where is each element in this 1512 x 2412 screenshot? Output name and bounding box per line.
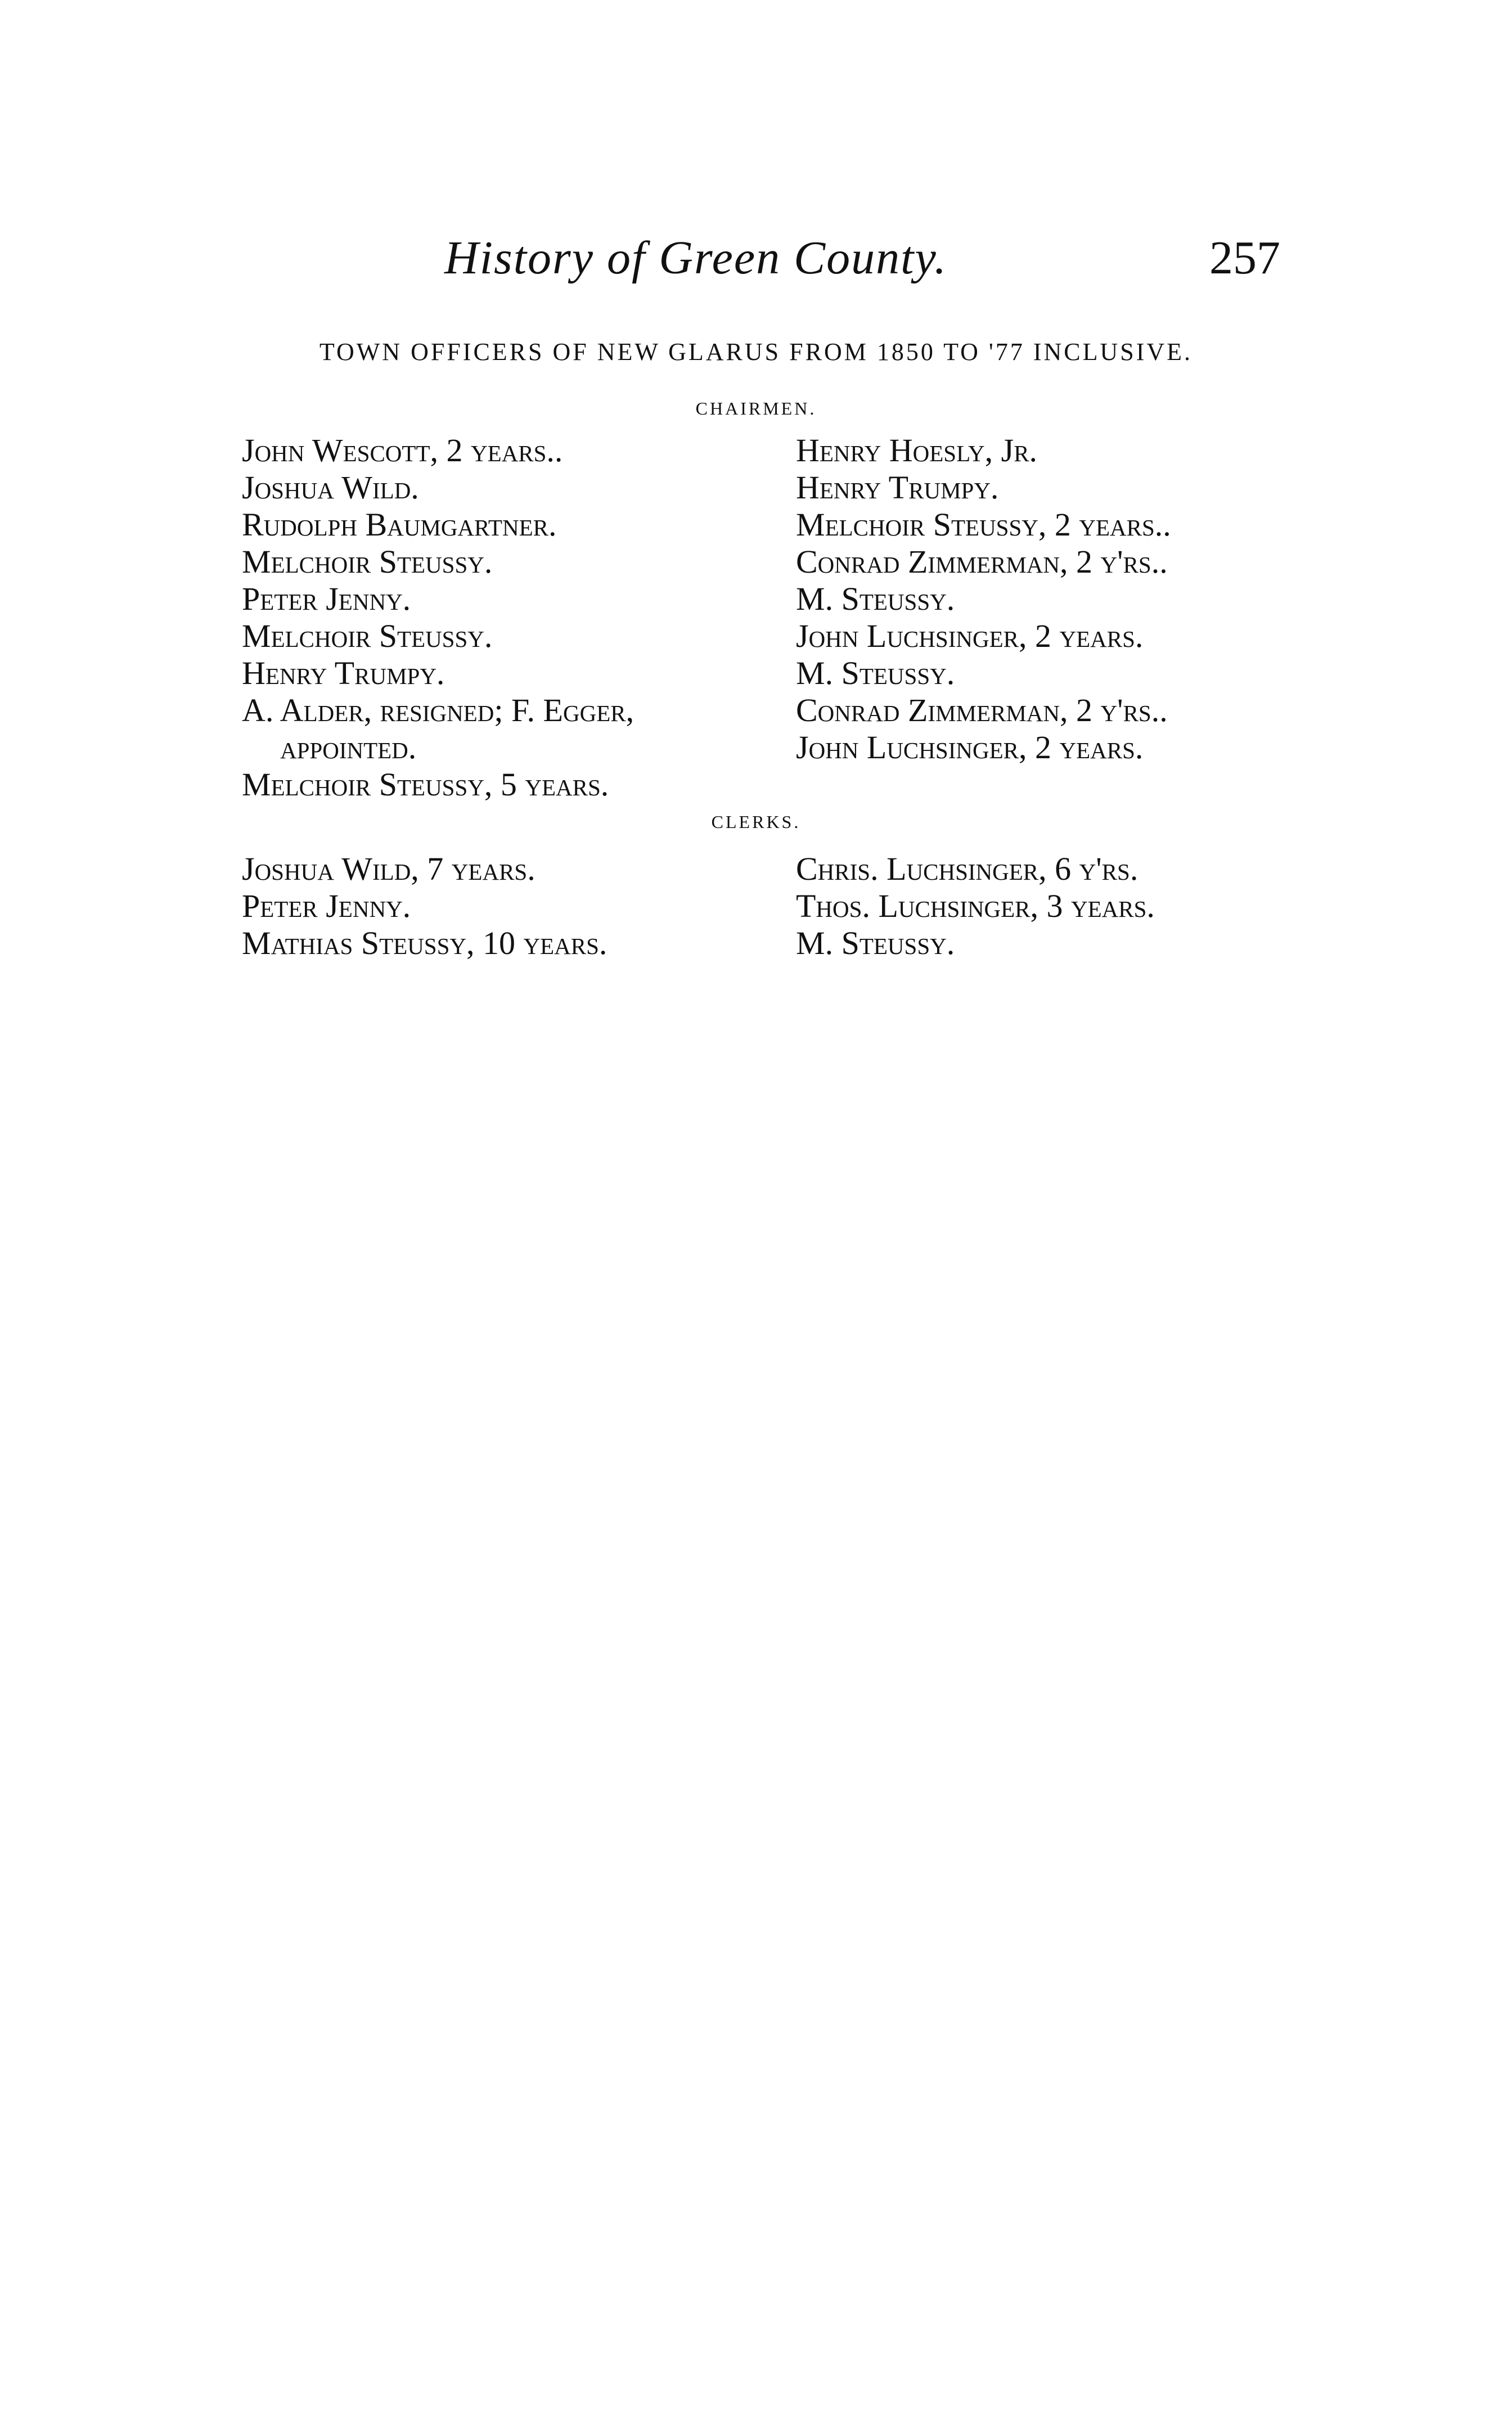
chairman-entry: M. Steussy. [796, 655, 955, 691]
chairman-entry: Henry Trumpy. [242, 655, 445, 691]
chairman-entry: Peter Jenny. [242, 580, 411, 617]
clerks-heading: CLERKS. [711, 812, 801, 832]
chairman-entry: Conrad Zimmerman, 2 y'rs.. [796, 692, 1168, 728]
running-title: History of Green County. [444, 232, 948, 284]
clerks-left-column [242, 850, 782, 962]
clerk-entry: Chris. Luchsinger, 6 y'rs. [796, 850, 1138, 887]
clerk-entry: Mathias Steussy, 10 years. [242, 925, 608, 961]
chairman-entry: Conrad Zimmerman, 2 y'rs.. [796, 543, 1168, 580]
chairman-entry: John Wescott, 2 years.. [242, 432, 563, 469]
clerk-entry: Joshua Wild, 7 years. [242, 850, 536, 887]
chairman-entry: Melchoir Steussy, 5 years. [242, 766, 609, 803]
running-head [0, 231, 1512, 292]
clerk-entry: M. Steussy. [796, 925, 955, 961]
chairman-entry: M. Steussy. [796, 580, 955, 617]
clerk-entry: Peter Jenny. [242, 888, 411, 924]
chairman-entry: A. Alder, resigned; F. Egger, appointed. [242, 692, 634, 766]
chairman-entry: John Luchsinger, 2 years. [796, 729, 1144, 766]
page-number: 257 [1209, 232, 1280, 284]
chairmen-left-column [242, 432, 782, 803]
chairmen-heading: CHAIRMEN. [695, 398, 817, 418]
chairman-entry: Melchoir Steussy. [242, 618, 493, 654]
chairmen-right-column [796, 432, 1336, 766]
section-title: TOWN OFFICERS OF NEW GLARUS FROM 1850 TO '77 INCLUSIVE. [319, 338, 1193, 366]
chairman-entry: Henry Trumpy. [796, 469, 999, 506]
clerks-right-column [796, 850, 1336, 962]
clerk-entry: Thos. Luchsinger, 3 years. [796, 888, 1155, 924]
chairman-entry: Henry Hoesly, Jr. [796, 432, 1038, 469]
chairman-entry: John Luchsinger, 2 years. [796, 618, 1144, 654]
chairman-entry: Melchoir Steussy. [242, 543, 493, 580]
chairman-entry: Melchoir Steussy, 2 years.. [796, 506, 1171, 543]
chairman-entry: Joshua Wild. [242, 469, 419, 506]
chairman-entry: Rudolph Baumgartner. [242, 506, 557, 543]
